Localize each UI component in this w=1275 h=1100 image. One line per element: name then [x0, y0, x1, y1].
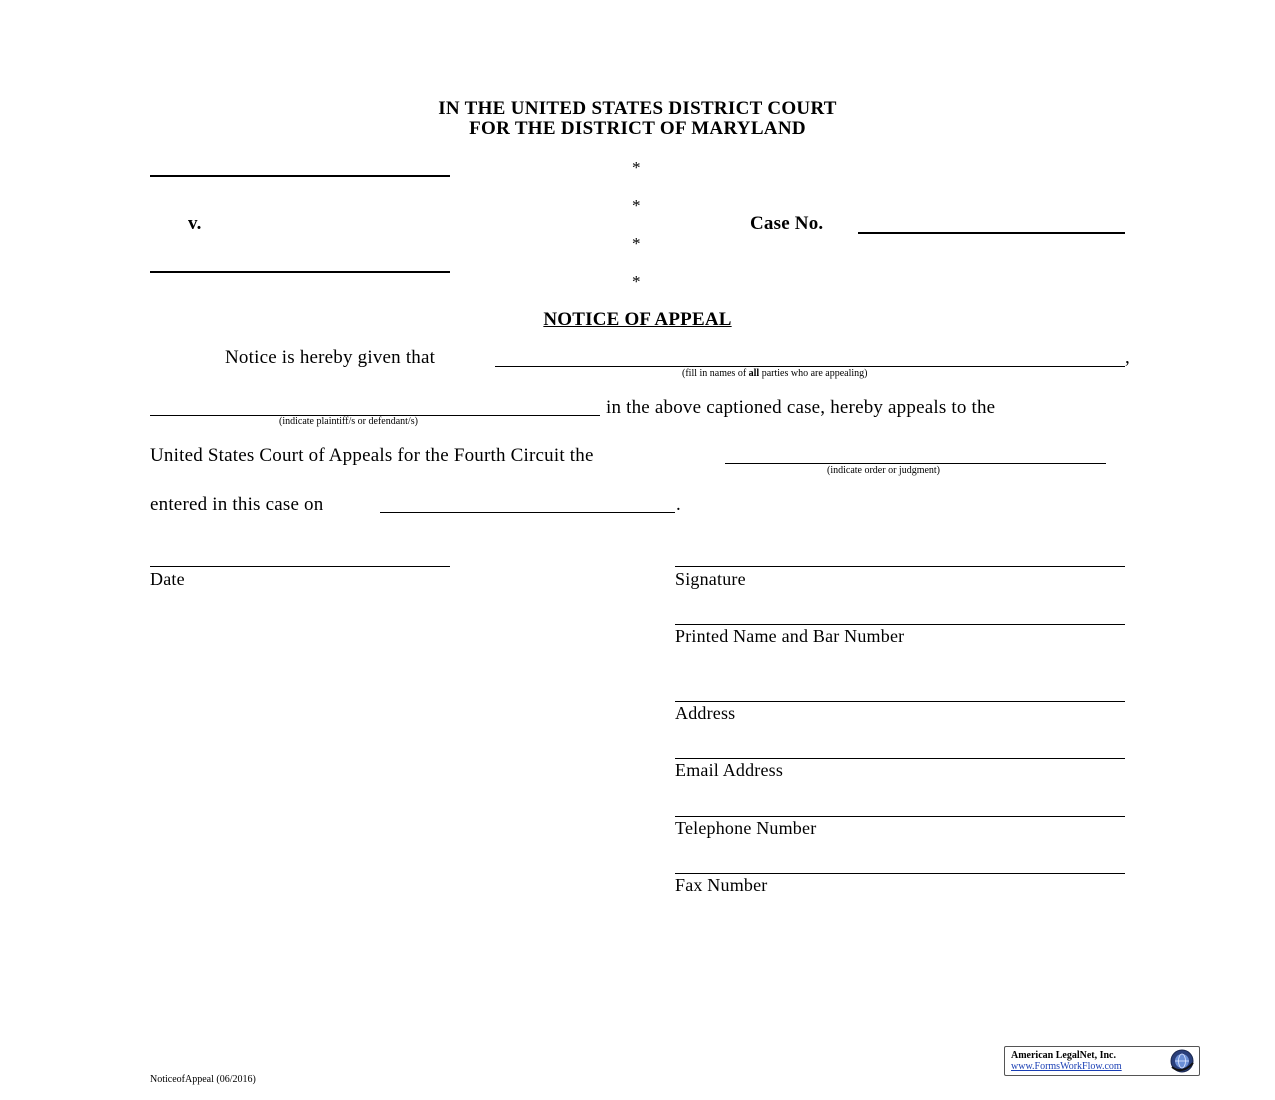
- appeals-court-text: United States Court of Appeals for the Fourth Circuit the: [150, 445, 594, 466]
- order-judgment-field[interactable]: [725, 445, 1106, 464]
- period-text: .: [676, 494, 681, 515]
- form-code: NoticeofAppeal (06/2016): [150, 1074, 256, 1085]
- signature-field[interactable]: [675, 548, 1125, 567]
- versus-label: v.: [188, 213, 202, 234]
- telephone-label: Telephone Number: [675, 818, 817, 838]
- case-number-field[interactable]: [858, 214, 1125, 234]
- appealing-parties-field[interactable]: [495, 348, 1125, 367]
- entered-on-text: entered in this case on: [150, 494, 324, 515]
- plaintiff-name-field[interactable]: [150, 157, 450, 177]
- logo-website-link[interactable]: www.FormsWorkFlow.com: [1011, 1061, 1122, 1072]
- district-name-line: FOR THE DISTRICT OF MARYLAND: [469, 118, 806, 139]
- document-title: NOTICE OF APPEAL: [543, 309, 732, 330]
- caption-asterisk: *: [632, 234, 641, 253]
- appealing-parties-hint: (fill in names of all parties who are appealing): [682, 368, 868, 379]
- address-field[interactable]: [675, 683, 1125, 702]
- printed-name-label: Printed Name and Bar Number: [675, 626, 905, 646]
- defendant-name-field[interactable]: [150, 253, 450, 273]
- fax-field[interactable]: [675, 855, 1125, 874]
- court-name-line: IN THE UNITED STATES DISTRICT COURT: [438, 98, 837, 119]
- publisher-logo[interactable]: [1004, 1046, 1200, 1076]
- caption-asterisk: *: [632, 158, 641, 177]
- email-label: Email Address: [675, 760, 784, 780]
- globe-icon: [1165, 1047, 1199, 1075]
- comma-text: ,: [1125, 347, 1130, 368]
- caption-asterisk: *: [632, 272, 641, 291]
- entry-date-field[interactable]: [380, 494, 675, 513]
- telephone-field[interactable]: [675, 798, 1125, 817]
- party-role-field[interactable]: [150, 397, 600, 416]
- party-role-hint: (indicate plaintiff/s or defendant/s): [279, 416, 418, 427]
- printed-name-field[interactable]: [675, 606, 1125, 625]
- address-label: Address: [675, 703, 736, 723]
- caption-asterisk: *: [632, 196, 641, 215]
- notice-intro-text: Notice is hereby given that: [225, 347, 436, 368]
- captioned-case-text: in the above captioned case, hereby appeals to the: [606, 397, 996, 418]
- case-number-label: Case No.: [750, 213, 824, 234]
- order-judgment-hint: (indicate order or judgment): [827, 465, 941, 476]
- fax-label: Fax Number: [675, 875, 768, 895]
- email-field[interactable]: [675, 740, 1125, 759]
- date-field[interactable]: [150, 548, 450, 567]
- logo-company-name: American LegalNet, Inc.: [1011, 1050, 1116, 1061]
- signature-label: Signature: [675, 569, 746, 589]
- date-label: Date: [150, 569, 185, 589]
